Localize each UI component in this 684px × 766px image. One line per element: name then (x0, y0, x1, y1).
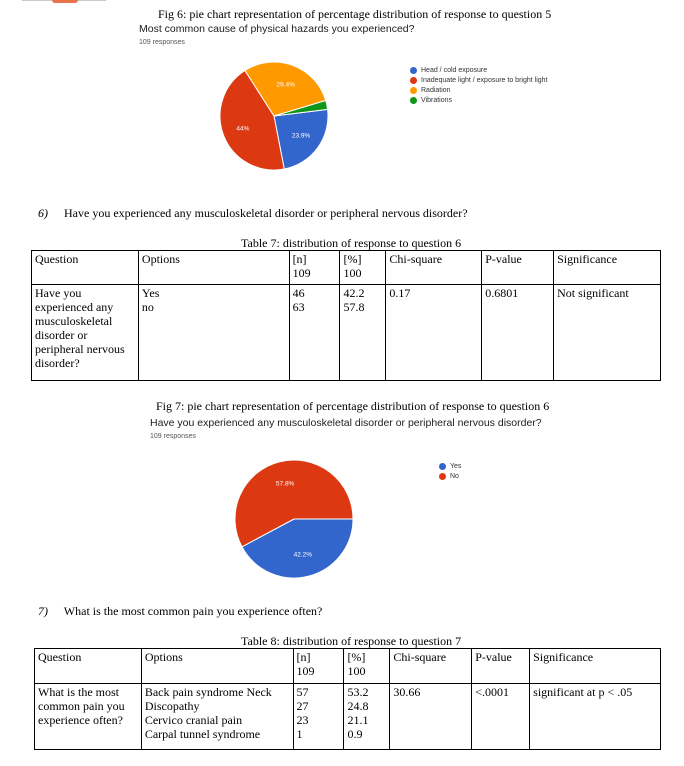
legend-item (410, 76, 550, 85)
fig7-pie-chart (228, 455, 358, 585)
table7-pct-cell: 42.2 57.8 (340, 285, 386, 381)
table7-header-row (32, 251, 661, 285)
table8-options-cell: Back pain syndrome Neck Discopathy Cervico cranial pain Carpal tunnel syndrome (141, 684, 293, 750)
pie-slice-label-1: 42.2% (293, 551, 313, 559)
fig6-caption: Fig 6: pie chart representation of percentage distribution of response to question 5 (158, 7, 552, 21)
legend-dot-icon (410, 77, 417, 84)
legend-label: Inadequate light / exposure to bright light (421, 77, 548, 84)
fig7-form-title: Have you experienced any musculoskeletal disorder or peripheral nervous disorder? (150, 417, 542, 429)
fig7-response-count: 109 responses (150, 433, 196, 440)
table7-question-cell: Have you experienced any musculoskeletal disorder or peripheral nervous disorder? (32, 285, 139, 381)
table7 (31, 250, 661, 381)
table8-pct-cell: 53.2 24.8 21.1 0.9 (344, 684, 390, 750)
table7-header-options: Options (138, 251, 289, 285)
table8-header-n: [n] 109 (293, 649, 344, 684)
question-7-text: What is the most common pain you experience often? (63, 604, 323, 618)
legend-item (410, 86, 550, 95)
table7-caption: Table 7: distribution of response to question 6 (241, 236, 462, 250)
legend-item (439, 462, 519, 471)
question-7-number: 7) (38, 604, 48, 618)
table8-question-cell: What is the most common pain you experience often? (35, 684, 142, 750)
pie-slice-label-2: 44% (236, 125, 250, 133)
table8-header-question: Question (35, 649, 142, 684)
table7-header-chi: Chi-square (386, 251, 482, 285)
table7-options-cell: Yes no (138, 285, 289, 381)
legend-label: Vibrations (421, 97, 453, 104)
table8-header-chi: Chi-square (390, 649, 472, 684)
table7-header-sig: Significance (554, 251, 661, 285)
top-decoration (22, 0, 106, 5)
question-6-text: Have you experienced any musculoskeletal disorder or peripheral nervous disorder? (64, 206, 468, 220)
table8-header-options: Options (141, 649, 293, 684)
legend-label: Head / cold exposure (421, 67, 488, 74)
table7-header-n: [n] 109 (289, 251, 340, 285)
question-6-number: 6) (38, 206, 48, 220)
table8-chi-cell: 30.66 (390, 684, 472, 750)
table8-p-cell: <.0001 (472, 684, 530, 750)
pie-slice-label-2: 57.8% (275, 480, 295, 488)
fig6-pie-chart (210, 60, 340, 180)
fig6-form-title: Most common cause of physical hazards you experienced? (139, 23, 415, 35)
table8-header-pct: [%] 100 (344, 649, 390, 684)
legend-label: Radiation (421, 87, 451, 94)
legend-dot-icon (410, 97, 417, 104)
pie-slice-label-1: 23.9% (291, 132, 311, 140)
table8-row (35, 684, 661, 750)
table7-n-cell: 46 63 (289, 285, 340, 381)
table8-header-sig: Significance (530, 649, 661, 684)
question-6 (38, 206, 468, 221)
fig6-response-count: 109 responses (139, 39, 185, 46)
legend-dot-icon (410, 67, 417, 74)
table7-sig-cell: Not significant (554, 285, 661, 381)
pie-slice-label-3: 29.4% (276, 81, 295, 89)
table8-n-cell: 57 27 23 1 (293, 684, 344, 750)
table8-header-p: P-value (472, 649, 530, 684)
fig7-legend (439, 462, 519, 482)
table7-header-pct: [%] 100 (340, 251, 386, 285)
fig7-caption: Fig 7: pie chart representation of percentage distribution of response to question 6 (156, 399, 550, 413)
table8-caption: Table 8: distribution of response to question 7 (241, 634, 462, 648)
legend-label: No (450, 473, 459, 480)
legend-dot-icon (439, 473, 446, 480)
table7-header-question: Question (32, 251, 139, 285)
legend-item (410, 96, 550, 105)
legend-dot-icon (410, 87, 417, 94)
table7-row (32, 285, 661, 381)
legend-label: Yes (450, 463, 462, 470)
legend-dot-icon (439, 463, 446, 470)
table7-p-cell: 0.6801 (482, 285, 554, 381)
table8-header-row (35, 649, 661, 684)
table8-sig-cell: significant at p < .05 (530, 684, 661, 750)
legend-item (410, 66, 550, 75)
table8 (34, 648, 661, 750)
question-7 (38, 604, 322, 619)
legend-item (439, 472, 519, 481)
table7-chi-cell: 0.17 (386, 285, 482, 381)
fig6-legend (410, 66, 550, 106)
table7-header-p: P-value (482, 251, 554, 285)
